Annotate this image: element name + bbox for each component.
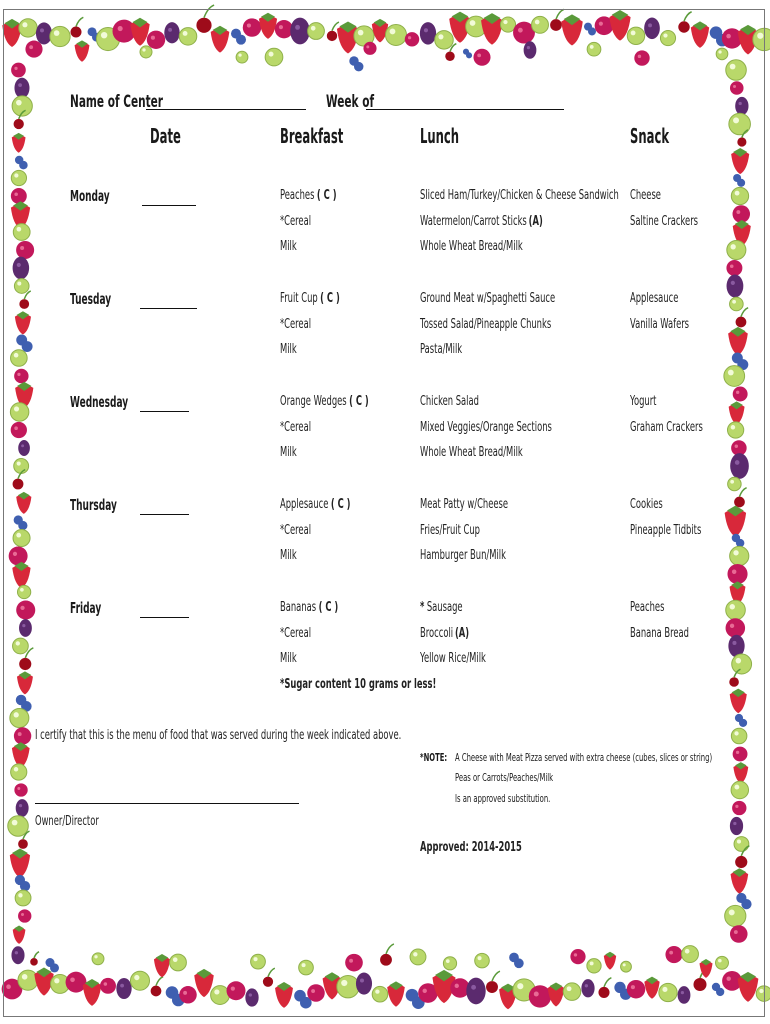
breakfast-item: [280, 316, 311, 332]
snack-item: Applesauce: [630, 290, 679, 306]
lunch-item: [420, 599, 463, 615]
day-label: Friday: [70, 599, 102, 617]
column-header-lunch: Lunch: [420, 124, 460, 148]
column-header-snack: Snack: [630, 124, 670, 148]
breakfast-item: [280, 238, 297, 254]
breakfast-item-text: Milk: [280, 444, 297, 460]
lunch-item-text: Whole Wheat Bread/Milk: [420, 444, 523, 460]
lunch-item-text: Fries/Fruit Cup: [420, 521, 480, 538]
note-line: A Cheese with Meat Pizza served with extra cheese (cubes, slices or string): [455, 751, 713, 764]
lunch-item-text: Tossed Salad/Pineapple Chunks: [420, 315, 552, 332]
lunch-item: [420, 393, 479, 409]
breakfast-item: [280, 496, 350, 512]
breakfast-item: [280, 547, 297, 563]
lunch-item: [420, 341, 462, 357]
breakfast-item: [280, 522, 311, 538]
breakfast-item: [280, 213, 311, 229]
lunch-item: [420, 496, 508, 512]
breakfast-item-text: *Cereal: [280, 315, 312, 332]
breakfast-credit-mark: ( C ): [330, 496, 351, 512]
signature-line[interactable]: [35, 803, 299, 804]
breakfast-item-text: Bananas: [280, 599, 317, 615]
date-field[interactable]: [140, 617, 189, 618]
lunch-item: [420, 625, 469, 641]
breakfast-item: [280, 419, 311, 435]
breakfast-item-text: Milk: [280, 650, 297, 666]
day-label: Wednesday: [70, 393, 129, 411]
lunch-item-text: Watermelon/Carrot Sticks: [420, 212, 527, 229]
snack-item: Graham Crackers: [630, 418, 703, 435]
lunch-item: [420, 238, 523, 254]
note-line: Is an approved substitution.: [455, 792, 551, 805]
approved-year: Approved: 2014-2015: [420, 839, 522, 855]
week-of-field[interactable]: [366, 109, 564, 110]
breakfast-item-text: Milk: [280, 547, 297, 563]
breakfast-item: [280, 444, 297, 460]
snack-item: Cookies: [630, 496, 663, 512]
lunch-item-text: Hamburger Bun/Milk: [420, 547, 506, 563]
name-of-center-field[interactable]: [146, 109, 306, 110]
breakfast-credit-mark: ( C ): [349, 393, 369, 409]
lunch-item-text: Yellow Rice/Milk: [420, 650, 486, 666]
note-label: *NOTE:: [420, 751, 448, 764]
lunch-item-text: Chicken Salad: [420, 393, 479, 409]
breakfast-item: [280, 187, 337, 203]
breakfast-item: [280, 625, 311, 641]
snack-item: Pineapple Tidbits: [630, 521, 702, 538]
breakfast-item-text: Milk: [280, 238, 297, 254]
lunch-item-text: Pasta/Milk: [420, 341, 463, 357]
snack-item: Peaches: [630, 599, 665, 615]
lunch-item-text: Whole Wheat Bread/Milk: [420, 238, 523, 254]
signature-label: Owner/Director: [35, 813, 99, 829]
lunch-item-text: Mixed Veggies/Orange Sections: [420, 418, 552, 435]
lunch-item: [420, 290, 555, 306]
breakfast-item-text: Peaches: [280, 187, 315, 203]
lunch-credit-mark: *: [420, 599, 425, 615]
lunch-item: [420, 650, 486, 666]
lunch-credit-mark: (A): [528, 212, 543, 229]
breakfast-credit-mark: ( C ): [318, 599, 339, 615]
lunch-item-text: Ground Meat w/Spaghetti Sauce: [420, 290, 556, 306]
lunch-item-text: Broccoli: [420, 624, 454, 641]
breakfast-item-text: *Cereal: [280, 212, 312, 229]
snack-item: Vanilla Wafers: [630, 315, 690, 332]
certify-statement: I certify that this is the menu of food that was served during the week indicated above.: [35, 727, 402, 743]
breakfast-item-text: Applesauce: [280, 496, 329, 512]
breakfast-item: [280, 290, 340, 306]
day-label: Tuesday: [70, 290, 112, 308]
breakfast-credit-mark: ( C ): [316, 187, 337, 203]
date-field[interactable]: [140, 411, 189, 412]
breakfast-item: [280, 650, 297, 666]
column-header-breakfast: Breakfast: [280, 124, 344, 148]
breakfast-item-text: Orange Wedges: [280, 393, 347, 409]
lunch-item: [420, 213, 543, 229]
column-header-date: Date: [150, 124, 181, 148]
lunch-credit-mark: (A): [454, 624, 470, 641]
lunch-item-text: Sausage: [426, 599, 463, 615]
breakfast-item-text: Milk: [280, 341, 297, 357]
lunch-item: [420, 316, 551, 332]
breakfast-item-text: *Cereal: [280, 624, 312, 641]
snack-item: Yogurt: [630, 393, 657, 409]
date-field[interactable]: [140, 514, 189, 515]
page-outline: [3, 9, 765, 1017]
sugar-note: *Sugar content 10 grams or less!: [280, 676, 437, 692]
lunch-item: [420, 522, 480, 538]
lunch-item: [420, 444, 523, 460]
breakfast-item-text: Fruit Cup: [280, 290, 318, 306]
week-of-label: Week of: [326, 92, 375, 112]
day-label: Monday: [70, 187, 110, 205]
day-label: Thursday: [70, 496, 117, 514]
breakfast-item: [280, 393, 369, 409]
date-field[interactable]: [142, 205, 196, 206]
snack-item: Cheese: [630, 187, 661, 203]
note-line: Peas or Carrots/Peaches/Milk: [455, 771, 554, 784]
breakfast-item-text: *Cereal: [280, 521, 312, 538]
name-of-center-label: Name of Center: [70, 92, 164, 112]
snack-item: Saltine Crackers: [630, 212, 699, 229]
date-field[interactable]: [140, 308, 197, 309]
breakfast-item-text: *Cereal: [280, 418, 312, 435]
lunch-item: [420, 187, 619, 203]
breakfast-item: [280, 599, 338, 615]
lunch-item-text: Sliced Ham/Turkey/Chicken & Cheese Sandwich: [420, 187, 619, 203]
lunch-item-text: Meat Patty w/Cheese: [420, 496, 509, 512]
snack-item: Banana Bread: [630, 624, 689, 641]
lunch-item: [420, 547, 506, 563]
breakfast-credit-mark: ( C ): [320, 290, 340, 306]
breakfast-item: [280, 341, 297, 357]
lunch-item: [420, 419, 552, 435]
